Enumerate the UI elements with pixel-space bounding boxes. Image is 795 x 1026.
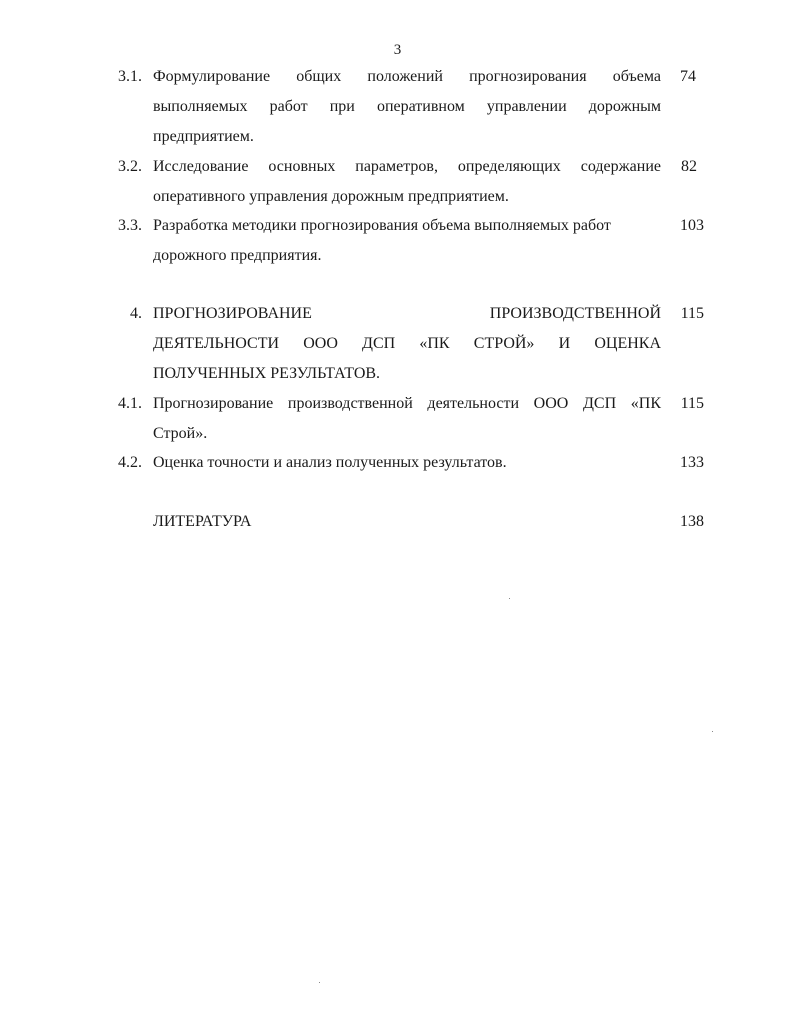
toc-entry-title-line: Оценка точности и анализ полученных результатов.: [153, 454, 507, 471]
toc-entry-page: 138: [680, 513, 704, 530]
toc-entry-title-line: ЛИТЕРАТУРА: [153, 513, 252, 530]
toc-entry-title-line: оперативного управления дорожным предприятием.: [153, 188, 509, 205]
scan-speck: [509, 598, 510, 599]
toc-entry-title-line: предприятием.: [153, 128, 254, 145]
toc-entry-title-line: Прогнозирование производственной деятельности ООО ДСП «ПК: [153, 395, 661, 412]
toc-entry-number: 3.1.: [118, 68, 142, 85]
toc-entry-number: 4.: [130, 305, 142, 322]
toc-entry-number: 4.2.: [118, 454, 142, 471]
toc-entry-page: 74: [680, 68, 696, 85]
toc-entry-page: 115: [680, 395, 704, 412]
toc-entry-page: 82: [681, 158, 697, 175]
toc-entry-title-line: Исследование основных параметров, определяющих содержание: [153, 158, 661, 175]
toc-entry-page: 133: [680, 454, 704, 471]
toc-entry-number: 4.1.: [118, 395, 142, 412]
toc-entry-title-line: выполняемых работ при оперативном управлении дорожным: [153, 98, 661, 115]
toc-entry-page: 115: [680, 305, 704, 322]
toc-entry-title-line: дорожного предприятия.: [153, 247, 322, 264]
scan-speck: [712, 731, 713, 732]
toc-entry-number: 3.2.: [118, 158, 142, 175]
toc-entry-number: 3.3.: [118, 217, 142, 234]
toc-entry-title-line: Разработка методики прогнозирования объема выполняемых работ: [153, 217, 611, 234]
page-number: 3: [393, 42, 402, 58]
toc-entry-title-line: ПОЛУЧЕННЫХ РЕЗУЛЬТАТОВ.: [153, 365, 381, 382]
toc-entry-title-line: Формулирование общих положений прогнозирования объема: [153, 68, 661, 85]
toc-entry-title-line: Строй».: [153, 425, 208, 442]
toc-entry-title-line: ДЕЯТЕЛЬНОСТИ ООО ДСП «ПК СТРОЙ» И ОЦЕНКА: [153, 335, 661, 352]
toc-entry-title-line: ПРОГНОЗИРОВАНИЕ ПРОИЗВОДСТВЕННОЙ: [153, 305, 661, 322]
toc-entry-page: 103: [680, 217, 704, 234]
scan-speck: [319, 982, 320, 983]
